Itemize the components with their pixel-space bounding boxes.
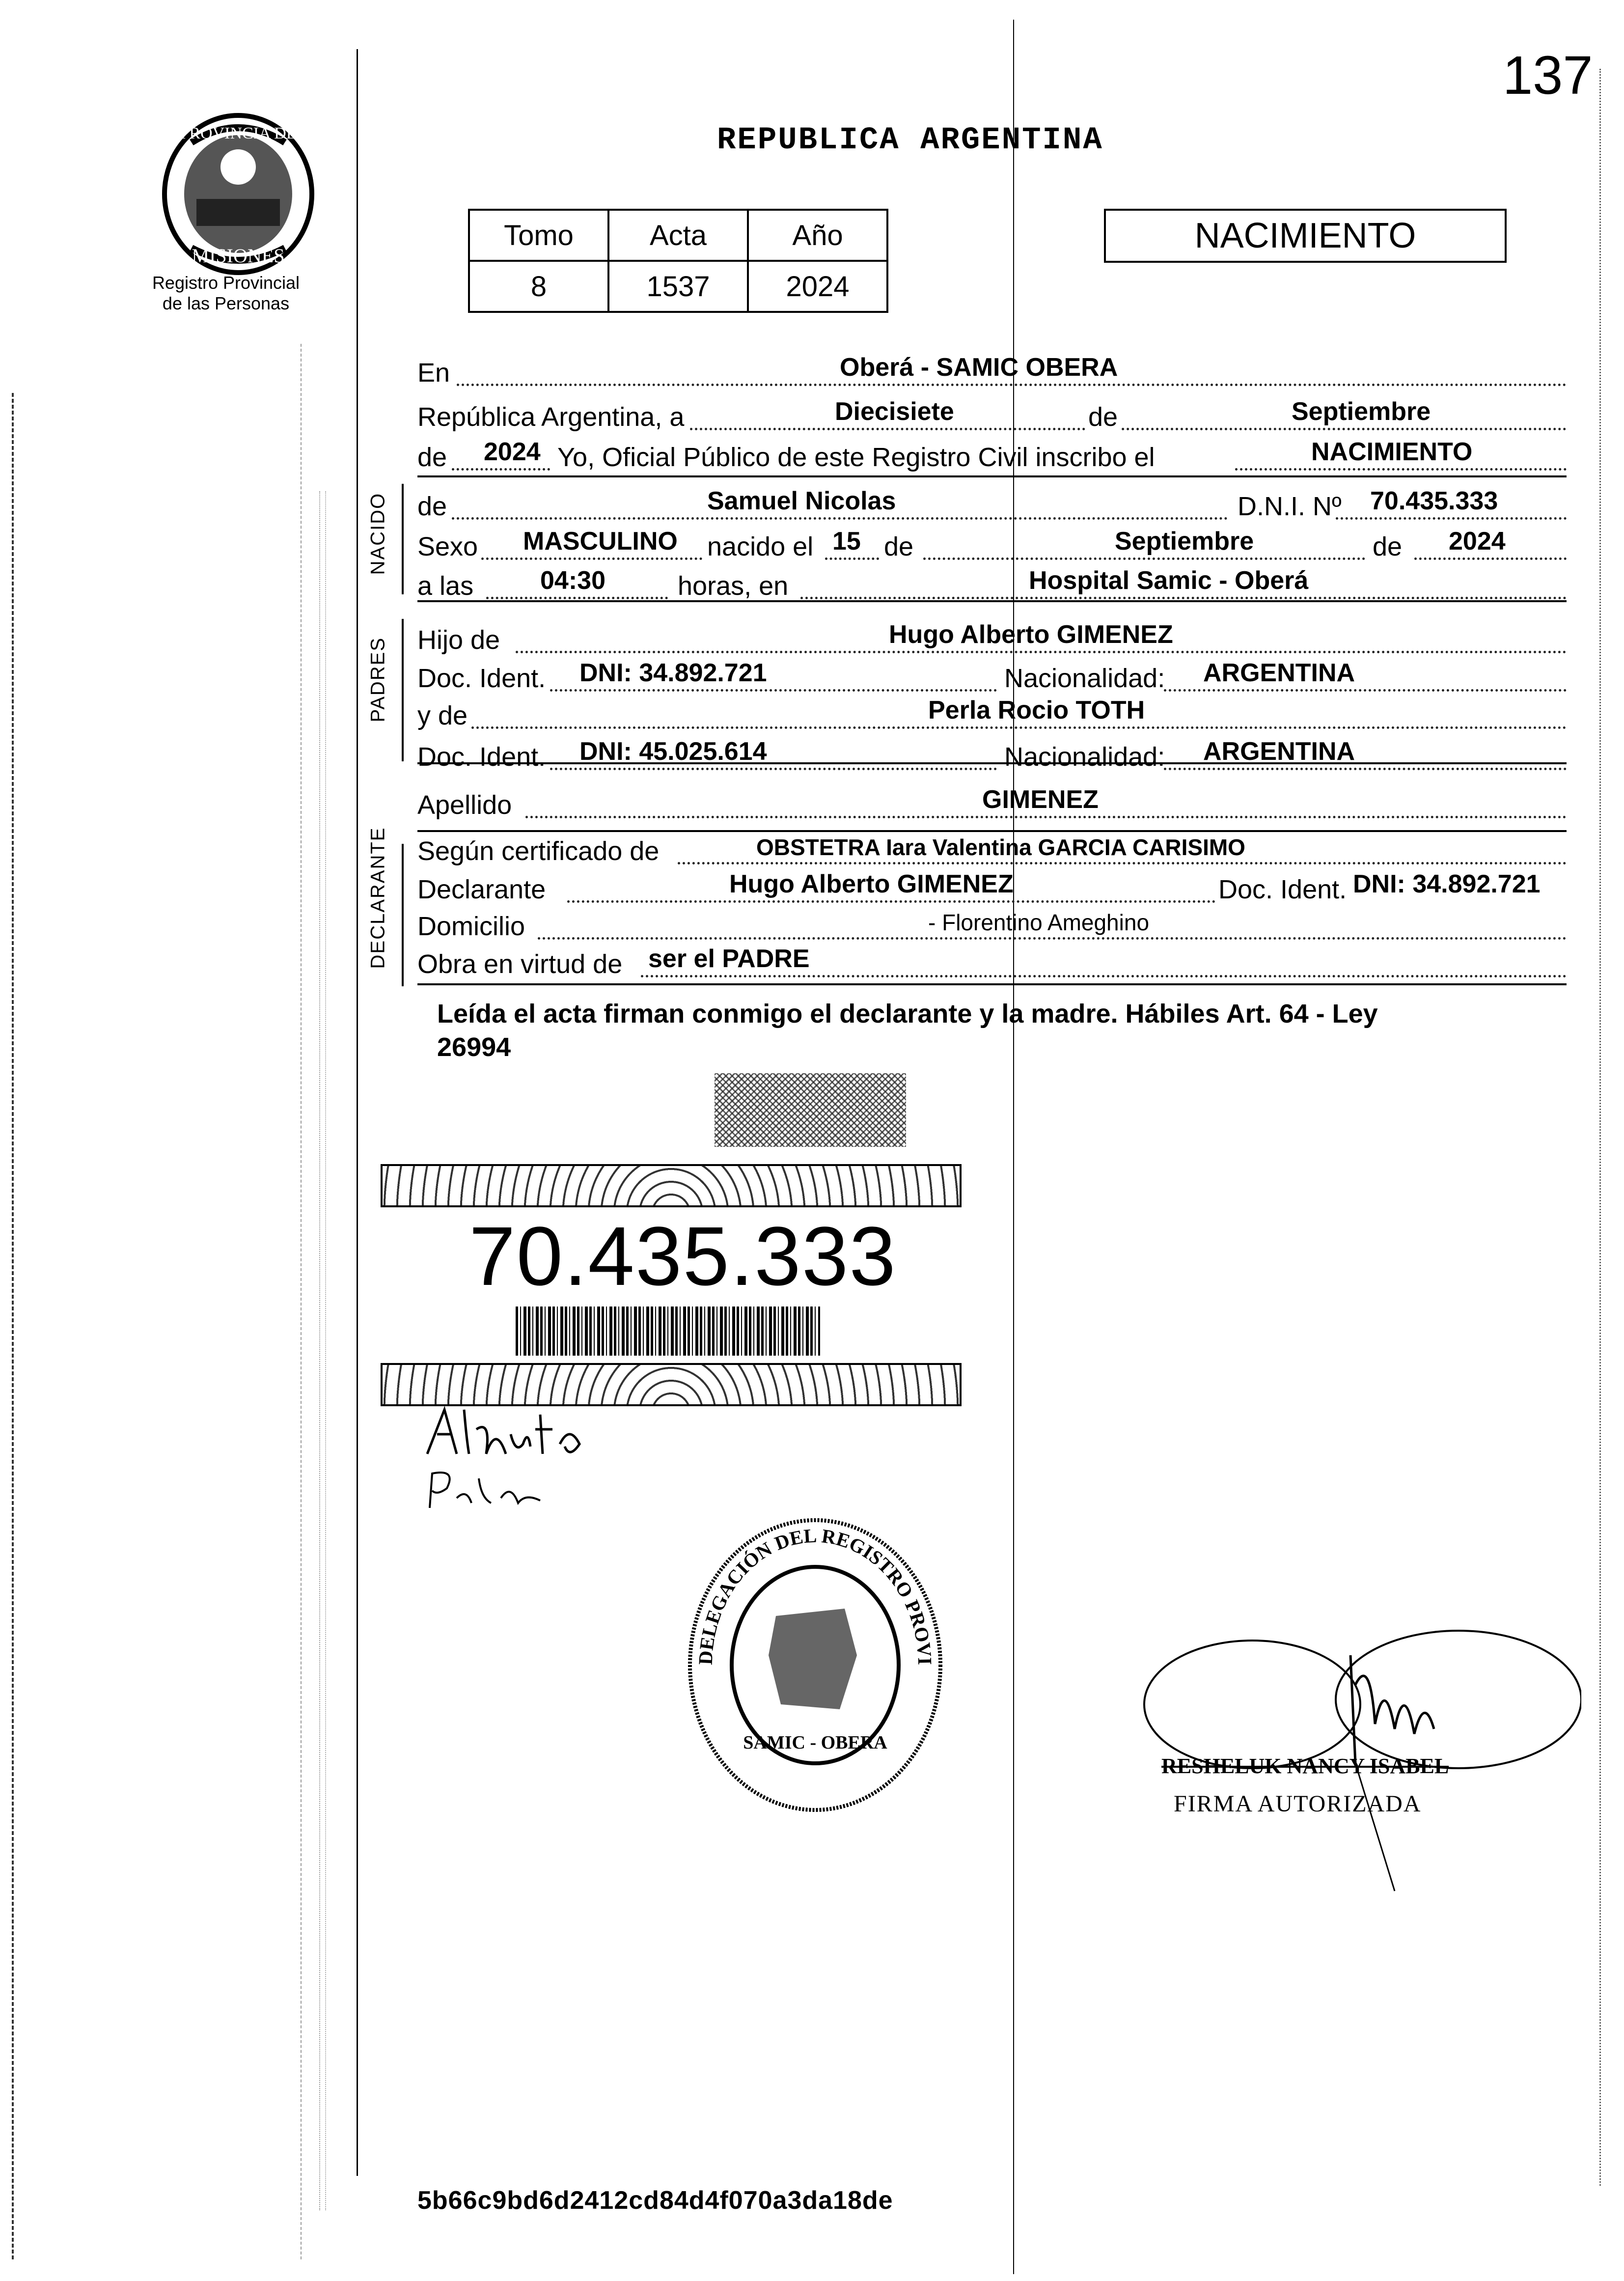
row-oficial xyxy=(417,437,1567,475)
declarante-value: Hugo Alberto GIMENEZ xyxy=(729,870,1014,898)
de-label: de xyxy=(1085,402,1121,432)
authority-role: FIRMA AUTORIZADA xyxy=(1174,1791,1422,1817)
dni-value: 70.435.333 xyxy=(1370,487,1498,515)
declarante-doc-label: Doc. Ident. xyxy=(1215,874,1347,905)
madre-value: Perla Rocio TOTH xyxy=(928,696,1145,724)
row-y-de xyxy=(417,695,1567,734)
madre-doc-label: Doc. Ident. xyxy=(417,742,546,772)
nac-mes-value: Septiembre xyxy=(1115,527,1254,556)
padre-doc-value: DNI: 34.892.721 xyxy=(579,659,767,687)
value-anio: 2024 xyxy=(748,261,887,312)
record-type-box: NACIMIENTO xyxy=(1104,209,1507,263)
inscribo-value: NACIMIENTO xyxy=(1311,438,1473,466)
row-obra xyxy=(417,944,1567,982)
guilloche-top xyxy=(381,1164,962,1207)
dia-value: Diecisiete xyxy=(835,397,954,426)
seal-ring-text: DELEGACIÓN DEL REGISTRO PROVI xyxy=(694,1524,936,1666)
record-table xyxy=(468,209,888,313)
padres-bracket xyxy=(402,619,404,761)
big-dni-number: 70.435.333 xyxy=(469,1210,897,1303)
header-tomo: Tomo xyxy=(469,210,608,261)
padre-nac-value: ARGENTINA xyxy=(1203,659,1355,687)
certificado-label: Según certificado de xyxy=(417,836,660,866)
barcode xyxy=(516,1307,820,1356)
left-scan-edge xyxy=(12,393,14,2259)
side-label-nacido: NACIDO xyxy=(367,492,389,575)
left-edge-dash xyxy=(301,344,302,2259)
domicilio-label: Domicilio xyxy=(417,912,525,941)
registro-caption xyxy=(128,273,324,314)
certificado-value: OBSTETRA Iara Valentina GARCIA CARISIMO xyxy=(756,835,1245,860)
nacido-de-label: de xyxy=(417,492,447,521)
row-certificado xyxy=(417,831,1567,869)
y-de-label: y de xyxy=(417,701,468,730)
lugar-value: Hospital Samic - Oberá xyxy=(1029,566,1309,595)
horas-en-label: horas, en xyxy=(678,571,789,601)
nacido-el-label: nacido el xyxy=(707,532,814,561)
registro-caption-line1: Registro Provincial xyxy=(152,273,300,293)
mes-value: Septiembre xyxy=(1292,397,1431,426)
a-las-label: a las xyxy=(417,571,474,601)
value-acta: 1537 xyxy=(608,261,748,312)
separator-3 xyxy=(417,762,1567,764)
nac-dia-value: 15 xyxy=(832,527,861,556)
left-dots-b xyxy=(325,491,326,2210)
madre-doc-value: DNI: 45.025.614 xyxy=(579,737,767,766)
row-hora xyxy=(417,566,1567,604)
row-en xyxy=(417,353,1567,391)
apellido-label: Apellido xyxy=(417,790,512,820)
madre-nac-value: ARGENTINA xyxy=(1203,737,1355,766)
en-value: Oberá - SAMIC OBERA xyxy=(840,353,1118,382)
dni-label: D.N.I. Nº xyxy=(1238,492,1342,521)
page-number: 137 xyxy=(1503,45,1593,106)
republica-label: República Argentina, a xyxy=(417,402,685,432)
registro-caption-line2: de las Personas xyxy=(162,293,290,313)
value-tomo: 8 xyxy=(469,261,608,312)
side-label-declarante: DECLARANTE xyxy=(367,827,389,969)
row-republica xyxy=(417,397,1567,435)
domicilio-value: - Florentino Ameghino xyxy=(928,910,1150,935)
declarante-bracket xyxy=(402,844,404,986)
hijo-label: Hijo de xyxy=(417,625,500,655)
padre-nacionalidad-label: Nacionalidad: xyxy=(1004,664,1165,693)
side-label-padres: PADRES xyxy=(367,637,389,723)
signature-declarante xyxy=(422,1400,599,1469)
header-anio: Año xyxy=(748,210,887,261)
authority-name: RESHELUK NANCY ISABEL xyxy=(1161,1754,1449,1778)
obra-label: Obra en virtud de xyxy=(417,949,623,979)
separator-1 xyxy=(417,475,1567,477)
reading-note xyxy=(437,997,1547,1064)
separator-5 xyxy=(417,983,1567,985)
de3-label: de xyxy=(884,532,914,561)
de2-label: de xyxy=(417,443,447,472)
row-domicilio xyxy=(417,906,1567,945)
row-hijo xyxy=(417,620,1567,658)
sexo-value: MASCULINO xyxy=(523,527,678,556)
anio-value: 2024 xyxy=(484,438,541,466)
official-seal xyxy=(678,1503,953,1827)
security-pattern xyxy=(715,1073,906,1147)
row-nacido-nombre xyxy=(417,486,1567,525)
en-label: En xyxy=(417,358,450,388)
madre-nacionalidad-label: Nacionalidad: xyxy=(1004,742,1165,772)
oficial-text: Yo, Oficial Público de este Registro Civil inscribo el xyxy=(557,443,1155,472)
left-margin-line xyxy=(357,49,358,2176)
reading-note-line1: Leída el acta firman conmigo el declarante y la madre. Hábiles Art. 64 - Ley xyxy=(437,999,1378,1029)
signature-madre xyxy=(422,1464,550,1518)
obra-value: ser el PADRE xyxy=(648,945,810,973)
padre-doc-label: Doc. Ident. xyxy=(417,664,546,693)
de4-label: de xyxy=(1373,532,1403,561)
reading-note-line2: 26994 xyxy=(437,1032,511,1062)
document-hash: 5b66c9bd6d2412cd84d4f070a3da18de xyxy=(417,2186,893,2215)
declarante-doc-value: DNI: 34.892.721 xyxy=(1353,870,1541,898)
header-acta: Acta xyxy=(608,210,748,261)
row-madre-doc xyxy=(417,737,1567,775)
left-dots-a xyxy=(319,491,320,2210)
row-sexo xyxy=(417,527,1567,565)
nacido-bracket xyxy=(402,484,404,594)
logo-bottom-text: MISIONES xyxy=(192,245,285,267)
padre-value: Hugo Alberto GIMENEZ xyxy=(889,620,1173,649)
sexo-label: Sexo xyxy=(417,532,478,561)
right-dotted-edge xyxy=(1599,69,1601,2186)
apellido-value: GIMENEZ xyxy=(982,785,1099,814)
province-logo xyxy=(162,113,314,275)
separator-2 xyxy=(417,600,1567,602)
row-apellido xyxy=(417,785,1567,823)
logo-top-text: PROVINCIA DE xyxy=(180,124,297,142)
hora-value: 04:30 xyxy=(540,566,606,595)
declarante-label: Declarante xyxy=(417,875,546,904)
row-declarante xyxy=(417,869,1567,908)
nac-anio-value: 2024 xyxy=(1449,527,1506,556)
seal-inner-text: SAMIC - OBERA xyxy=(743,1732,887,1753)
document-title: REPUBLICA ARGENTINA xyxy=(717,123,1103,158)
nombre-value: Samuel Nicolas xyxy=(707,487,896,515)
row-padre-doc xyxy=(417,658,1567,696)
